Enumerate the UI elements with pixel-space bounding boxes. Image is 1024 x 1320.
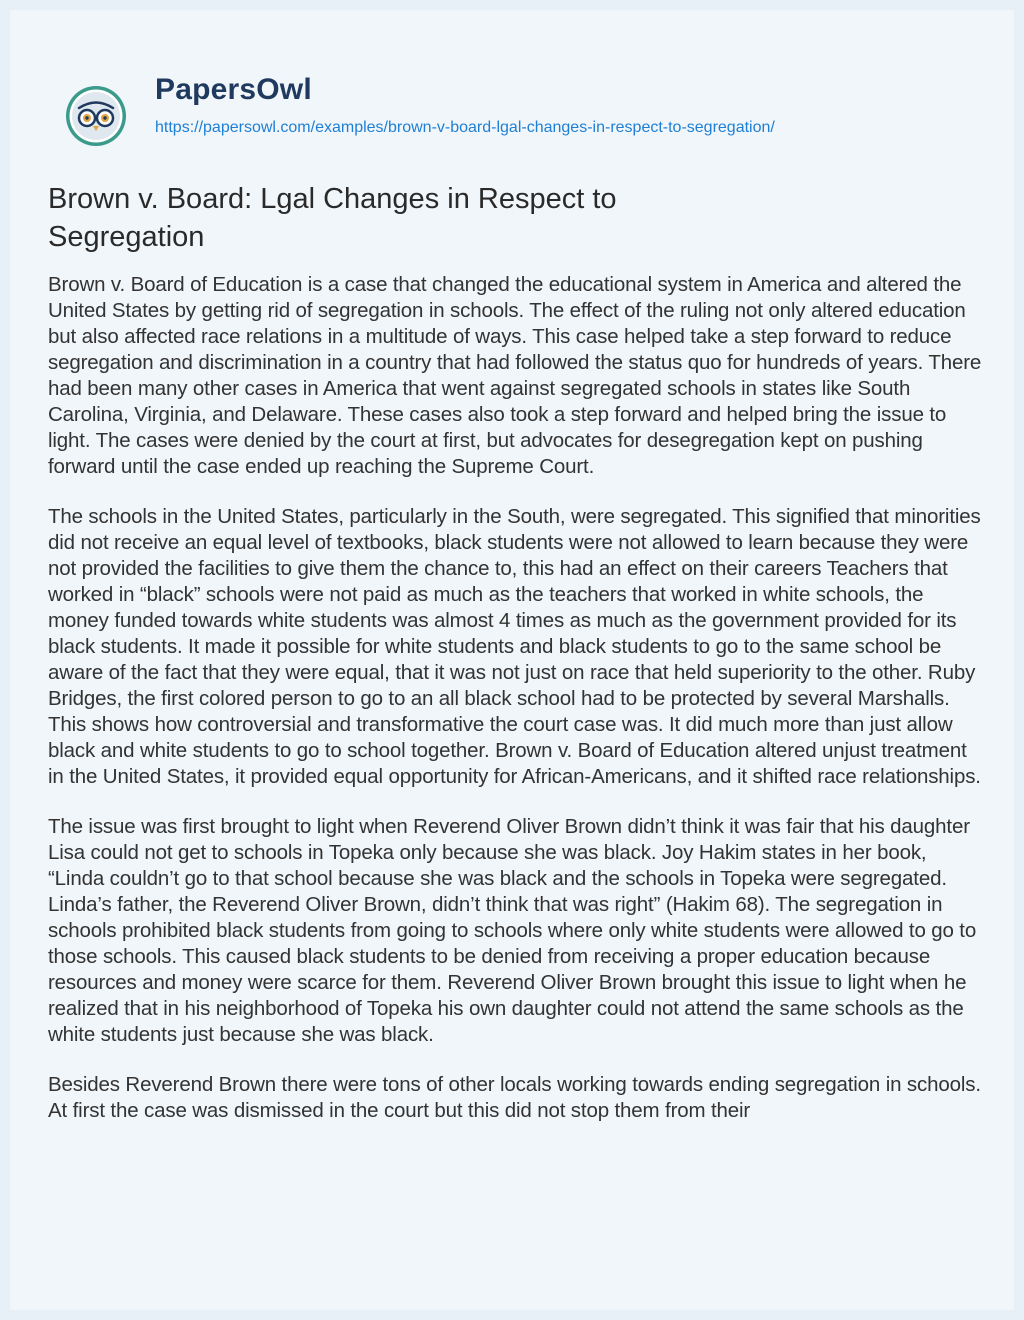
paragraph: The issue was first brought to light when Reverend Oliver Brown didn’t think it was fair that his daughter Lisa could not get to schools in Topeka only because she was black. Joy Hakim states in her book, “Linda couldn’t go to that school because she was black and the schools in Topeka were segregated. Linda’s father, the Reverend Oliver Brown, didn’t think that was right” (Hakim 68). The segregation in schools prohibited black students from going to schools where only white students were allowed to go to those schools. This caused black students to be denied from receiving a proper education because resources and money were scarce for them. Reverend Oliver Brown brought this issue to light when he realized that in his neighborhood of Topeka his own daughter could not attend the same schools as the white students just because she was black. — [48, 815, 977, 1046]
brand-name: PapersOwl — [155, 73, 312, 106]
document-page — [10, 10, 1014, 1310]
site-header — [50, 68, 990, 148]
paragraph: Besides Reverend Brown there were tons of other locals working towards ending segregation in schools. At first the case was dismissed in the court but this did not stop them from their — [48, 1073, 981, 1122]
article-title: Brown v. Board: Lgal Changes in Respect to Segregation — [48, 183, 617, 253]
paragraph: The schools in the United States, particularly in the South, were segregated. This signified that minorities did not receive an equal level of textbooks, black students were not allowed to learn because they were not provided the facilities to give them the chance to, this had an effect on their careers Teachers that worked in “black” schools were not paid as much as the teachers that worked in white schools, the money funded towards white students was almost 4 times as much as the government provided for its black students. It made it possible for white students and black students to go to the same school be aware of the fact that they were equal, that it was not just on race that held superiority to the other. Ruby Bridges, the first colored person to go to an all black school had to be protected by several Marshalls. This shows how controversial and transformative the court case was. It did much more than just allow black and white students to go to school together. Brown v. Board of Education altered unjust treatment in the United States, it provided equal opportunity for African-Americans, and it shifted race relationships. — [48, 505, 981, 788]
article-body — [48, 272, 983, 1148]
owl-icon — [64, 84, 128, 148]
paragraph: Brown v. Board of Education is a case that changed the educational system in America and altered the United States by getting rid of segregation in schools. The effect of the ruling not only altered education but also affected race relations in a multitude of ways. This case helped take a step forward to reduce segregation and discrimination in a country that had followed the status quo for hundreds of years. There had been many other cases in America that went against segregated schools in states like South Carolina, Virginia, and Delaware. These cases also took a step forward and helped bring the issue to light. The cases were denied by the court at first, but advocates for desegregation kept on pushing forward until the case ended up reaching the Supreme Court. — [48, 273, 982, 478]
source-url-link[interactable]: https://papersowl.com/examples/brown-v-board-lgal-changes-in-respect-to-segregation/ — [155, 119, 775, 136]
